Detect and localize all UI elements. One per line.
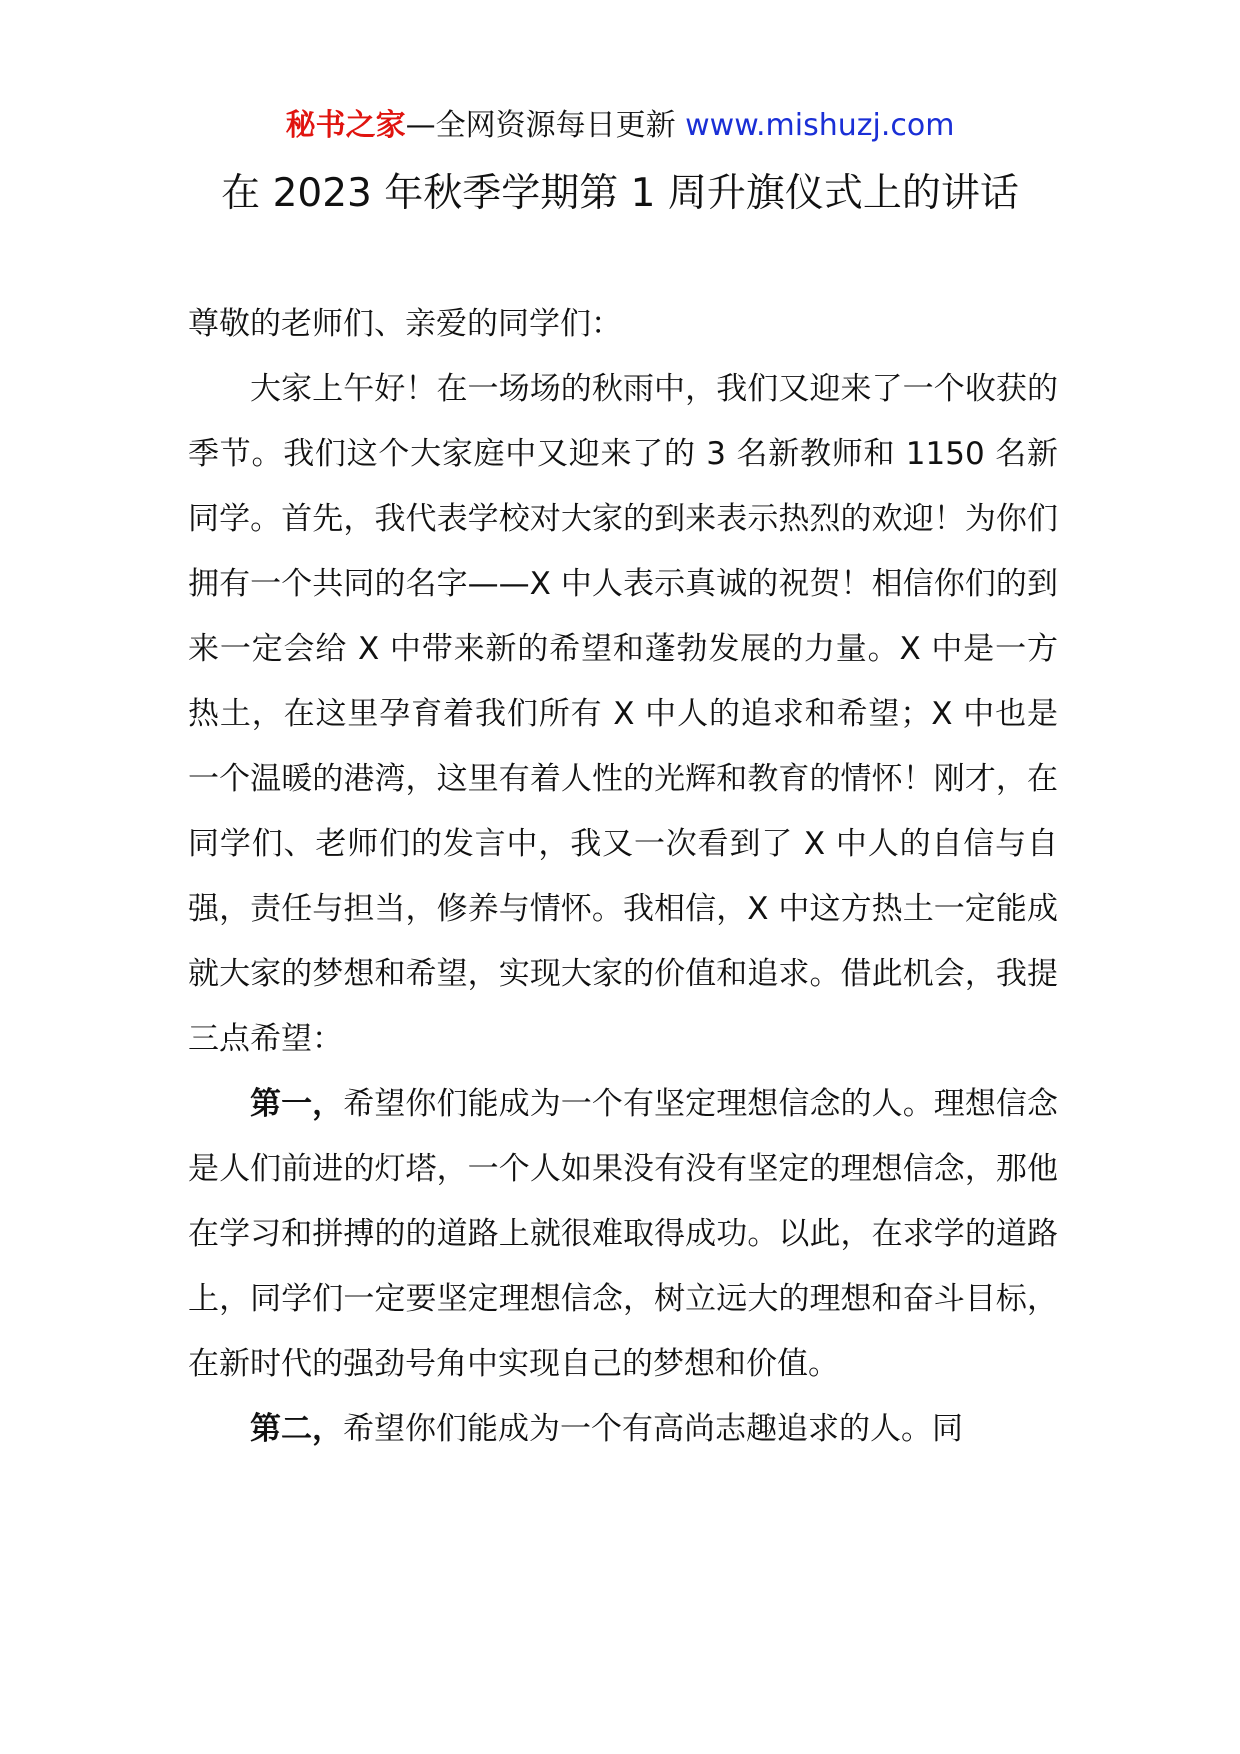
paragraph-lead: 第二， <box>250 1411 343 1447</box>
brand-name: 秘书之家 <box>285 108 406 143</box>
greeting: 尊敬的老师们、亲爱的同学们： <box>188 306 622 342</box>
site-header <box>0 104 1240 148</box>
paragraph-text: 大家上午好！在一场场的秋雨中，我们又迎来了一个收获的季节。我们这个大家庭中又迎来了的 3 名新教师和 1150 名新同学。首先，我代表学校对大家的到来表示热烈的欢迎！为你们拥有一个共同的名字——X 中人表示真诚的祝贺！相信你们的到来一定会给 X 中带来新的希望和蓬勃发展的力量。X 中是一方热土，在这里孕育着我们所有 X 中人的追求和希望；X 中也是一个温暖的港湾，这里有着人性的光辉和教育的情怀！刚才，在同学们、老师们的发言中，我又一次看到了 X 中人的自信与自强，责任与担当，修养与情怀。我相信，X 中这方热土一定能成就大家的梦想和希望，实现大家的价值和追求。借此机会，我提三点希望： <box>188 371 1058 1057</box>
paragraph-1 <box>188 357 1058 1072</box>
document-body <box>188 292 1058 1462</box>
paragraph-lead: 第一， <box>250 1086 344 1122</box>
paragraph-3 <box>188 1397 1058 1462</box>
document-title: 在 2023 年秋季学期第 1 周升旗仪式上的讲话 <box>221 171 1019 216</box>
paragraph-text: 希望你们能成为一个有坚定理想信念的人。理想信念是人们前进的灯塔，一个人如果没有没有坚定的理想信念，那他在学习和拼搏的的道路上就很难取得成功。以此，在求学的道路上，同学们一定要坚定理想信念，树立远大的理想和奋斗目标，在新时代的强劲号角中实现自己的梦想和价值。 <box>188 1086 1059 1382</box>
site-url-link[interactable]: www.mishuzj.com <box>685 108 955 143</box>
paragraph-text: 希望你们能成为一个有高尚志趣追求的人。同 <box>343 1411 963 1447</box>
header-tagline: —全网资源每日更新 <box>405 108 686 143</box>
paragraph-2 <box>188 1072 1058 1397</box>
